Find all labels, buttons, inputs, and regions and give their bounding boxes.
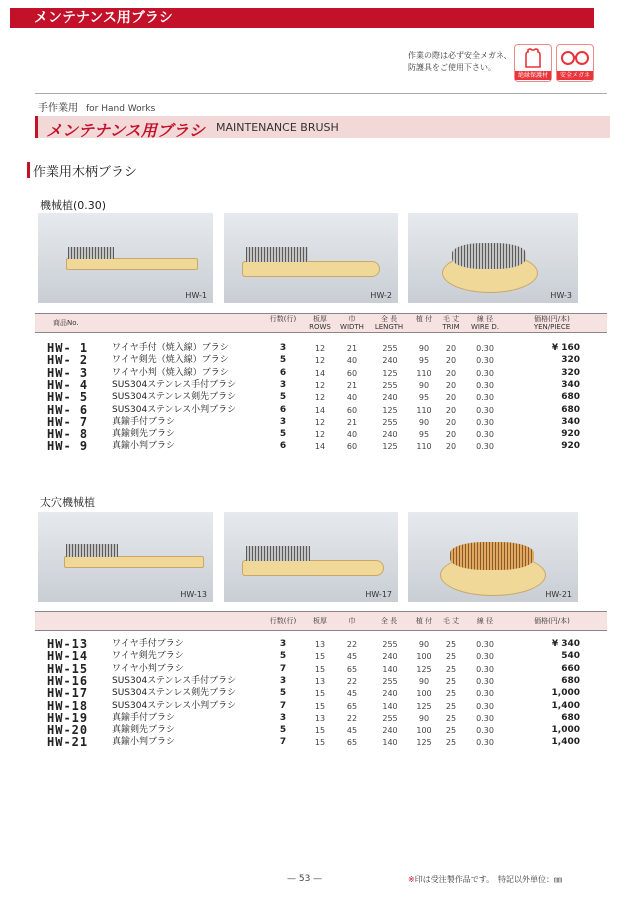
item-price: 1,000 (551, 725, 580, 736)
item-board: 15 (314, 738, 326, 748)
product-photo-hw21 (408, 512, 578, 602)
table-row (35, 663, 607, 676)
made-to-order-mark: ※ (408, 875, 415, 884)
item-wire: 0.30 (476, 393, 494, 403)
page-number: — 53 — (287, 874, 323, 884)
item-height: 90 (418, 417, 430, 427)
item-code: HW-20 (47, 723, 89, 738)
item-rows: 6 (279, 367, 287, 378)
item-wire: 0.30 (476, 344, 494, 353)
col-board: 板厚 (313, 617, 327, 625)
item-name: 真鍮手付ブラシ (112, 712, 176, 723)
item-length: 240 (382, 430, 398, 440)
item-height: 90 (418, 640, 430, 649)
table-row (35, 354, 607, 367)
badge1-caption: 絶縁保護材 (515, 71, 551, 80)
item-length: 140 (382, 738, 398, 748)
item-rows: 3 (279, 343, 287, 353)
product-photo-hw3 (408, 213, 578, 303)
group2-heading: 太穴機械植 (40, 496, 95, 509)
product-photo-hw2 (224, 213, 398, 303)
item-trim: 25 (445, 726, 457, 736)
item-height: 90 (418, 344, 430, 353)
item-height: 100 (416, 652, 432, 662)
item-length: 240 (382, 726, 398, 736)
photo-label: HW-17 (365, 590, 392, 599)
item-height: 95 (418, 356, 430, 366)
item-code: HW- 9 (47, 439, 89, 454)
footer-note (408, 874, 562, 885)
item-name: SUS304ステンレス小判ブラシ (112, 700, 237, 711)
item-board: 15 (314, 652, 326, 662)
item-length: 255 (382, 713, 398, 723)
item-wire: 0.30 (476, 417, 494, 427)
table2-header (35, 611, 607, 631)
item-board: 12 (314, 430, 326, 440)
item-board: 15 (314, 664, 326, 674)
item-board: 15 (314, 726, 326, 736)
product-photo-hw13 (38, 512, 213, 602)
photo-label: HW-1 (185, 291, 207, 300)
item-board: 15 (314, 701, 326, 711)
table-row (35, 391, 607, 404)
table-row (35, 342, 607, 355)
item-board: 14 (314, 405, 326, 415)
item-trim: 25 (445, 738, 457, 748)
item-code: HW- 8 (47, 427, 89, 442)
item-width: 45 (346, 689, 358, 699)
item-board: 12 (314, 417, 326, 427)
item-name: SUS304ステンレス剣先ブラシ (112, 688, 237, 699)
kicker-jp: 手作業用 (38, 103, 78, 114)
item-name: ワイヤ剣先（焼入線）ブラシ (112, 355, 229, 366)
item-board: 14 (314, 442, 326, 452)
item-width: 21 (346, 344, 358, 353)
product-photo-hw17 (224, 512, 398, 602)
item-width: 45 (346, 652, 358, 662)
page-title (35, 116, 610, 138)
item-price: 920 (561, 429, 580, 440)
item-width: 65 (346, 701, 358, 711)
item-width: 60 (346, 405, 358, 415)
item-length: 240 (382, 356, 398, 366)
item-trim: 25 (445, 664, 457, 674)
table-row (35, 700, 607, 713)
col-width: 巾 (348, 617, 356, 625)
table-row (35, 367, 607, 380)
item-width: 22 (346, 640, 358, 649)
item-height: 125 (416, 738, 432, 748)
section-heading: 作業用木柄ブラシ (33, 161, 137, 180)
item-price: ¥ 160 (551, 343, 580, 353)
item-wire: 0.30 (476, 652, 494, 662)
item-trim: 25 (445, 689, 457, 699)
table-row (35, 712, 607, 725)
item-width: 45 (346, 726, 358, 736)
item-rows: 6 (279, 441, 287, 452)
item-name: 真鍮剣先ブラシ (112, 429, 176, 440)
item-name: SUS304ステンレス手付ブラシ (112, 675, 237, 686)
item-wire: 0.30 (476, 640, 494, 649)
kicker (38, 99, 155, 114)
item-rows: 7 (279, 737, 287, 748)
item-height: 125 (416, 664, 432, 674)
table-row (35, 416, 607, 429)
item-code: HW- 4 (47, 377, 89, 392)
item-length: 240 (382, 652, 398, 662)
photo-label: HW-13 (180, 590, 207, 599)
item-trim: 25 (445, 640, 457, 649)
item-price: 660 (561, 663, 580, 674)
safety-note-line1: 作業の際は必ず安全メガネ、 (408, 51, 512, 60)
col-price: 価格(円/本) YEN/PIECE (533, 315, 571, 331)
item-rows: 5 (279, 355, 287, 366)
item-wire: 0.30 (476, 701, 494, 711)
item-width: 65 (346, 664, 358, 674)
item-board: 13 (314, 713, 326, 723)
item-code: HW- 7 (47, 414, 89, 429)
item-height: 95 (418, 430, 430, 440)
item-code: HW-14 (47, 649, 89, 664)
item-height: 90 (418, 380, 430, 390)
item-wire: 0.30 (476, 676, 494, 686)
table-row (35, 687, 607, 700)
item-trim: 25 (445, 713, 457, 723)
item-name: SUS304ステンレス小判ブラシ (112, 404, 237, 415)
item-trim: 25 (445, 701, 457, 711)
item-rows: 7 (279, 700, 287, 711)
item-code: HW-21 (47, 735, 89, 750)
item-board: 12 (314, 393, 326, 403)
col-wire: 線 径 (476, 617, 494, 625)
item-rows: 3 (279, 416, 287, 427)
safety-note-line2: 防護具をご使用下さい。 (408, 63, 496, 72)
item-board: 15 (314, 689, 326, 699)
item-rows: 5 (279, 688, 287, 699)
item-code: HW-17 (47, 686, 89, 701)
table-row (35, 736, 607, 749)
item-rows: 5 (279, 651, 287, 662)
item-wire: 0.30 (476, 405, 494, 415)
item-code: HW- 1 (47, 341, 89, 355)
item-name: 真鍮小判ブラシ (112, 737, 176, 748)
item-length: 125 (382, 405, 398, 415)
item-rows: 7 (279, 663, 287, 674)
item-board: 12 (314, 344, 326, 353)
item-name: 真鍮小判ブラシ (112, 441, 176, 452)
item-trim: 20 (445, 417, 457, 427)
photo-label: HW-3 (550, 291, 572, 300)
table-row (35, 428, 607, 441)
item-price: 340 (561, 379, 580, 390)
item-rows: 6 (279, 404, 287, 415)
item-price: 1,400 (551, 700, 580, 711)
item-height: 100 (416, 726, 432, 736)
item-height: 95 (418, 393, 430, 403)
item-name: SUS304ステンレス剣先ブラシ (112, 392, 237, 403)
item-height: 90 (418, 713, 430, 723)
col-height: 植 付 (415, 315, 433, 323)
item-width: 22 (346, 676, 358, 686)
col-trim: 毛 丈 TRIM (442, 315, 460, 331)
item-name: 真鍮手付ブラシ (112, 416, 176, 427)
item-trim: 25 (445, 652, 457, 662)
item-rows: 3 (279, 639, 287, 649)
item-code: HW-18 (47, 698, 89, 713)
item-width: 65 (346, 738, 358, 748)
item-price: 1,400 (551, 737, 580, 748)
item-length: 255 (382, 417, 398, 427)
item-board: 13 (314, 676, 326, 686)
item-wire: 0.30 (476, 713, 494, 723)
item-price: 680 (561, 712, 580, 723)
item-name: SUS304ステンレス手付ブラシ (112, 379, 237, 390)
col-height: 植 付 (415, 617, 433, 625)
photo-label: HW-21 (545, 590, 572, 599)
item-length: 255 (382, 380, 398, 390)
item-length: 255 (382, 640, 398, 649)
col-rows: 行数(行) (269, 315, 297, 323)
item-trim: 20 (445, 405, 457, 415)
item-length: 255 (382, 676, 398, 686)
header-title: メンテナンス用ブラシ (34, 10, 173, 26)
item-trim: 20 (445, 430, 457, 440)
item-trim: 20 (445, 442, 457, 452)
item-rows: 3 (279, 712, 287, 723)
item-length: 240 (382, 393, 398, 403)
item-code: HW- 5 (47, 390, 89, 405)
item-price: 320 (561, 367, 580, 378)
item-board: 14 (314, 368, 326, 378)
col-width: 巾 WIDTH (340, 315, 364, 331)
item-trim: 25 (445, 676, 457, 686)
item-wire: 0.30 (476, 689, 494, 699)
table-row (35, 638, 607, 651)
page-title-jp: メンテナンス用ブラシ (46, 121, 205, 140)
item-code: HW-16 (47, 673, 89, 688)
col-rows: 行数(行) (269, 617, 297, 625)
item-height: 110 (416, 368, 432, 378)
item-trim: 20 (445, 344, 457, 353)
item-width: 40 (346, 393, 358, 403)
item-name: ワイヤ小判（焼入線）ブラシ (112, 367, 229, 378)
item-width: 22 (346, 713, 358, 723)
table-row (35, 404, 607, 417)
col-code: 商品No. (53, 319, 79, 327)
item-wire: 0.30 (476, 368, 494, 378)
col-wire: 線 径 WIRE D. (470, 315, 500, 331)
item-length: 125 (382, 368, 398, 378)
safety-glasses-icon (556, 44, 594, 82)
item-wire: 0.30 (476, 664, 494, 674)
item-code: HW- 6 (47, 402, 89, 417)
item-price: 320 (561, 355, 580, 366)
item-rows: 5 (279, 429, 287, 440)
item-price: 920 (561, 441, 580, 452)
item-board: 12 (314, 356, 326, 366)
item-board: 12 (314, 380, 326, 390)
item-wire: 0.30 (476, 738, 494, 748)
item-price: ¥ 340 (551, 639, 580, 649)
item-length: 140 (382, 664, 398, 674)
item-trim: 20 (445, 393, 457, 403)
item-code: HW- 2 (47, 353, 89, 368)
product-photo-hw1 (38, 213, 213, 303)
item-wire: 0.30 (476, 380, 494, 390)
item-trim: 20 (445, 356, 457, 366)
item-wire: 0.30 (476, 442, 494, 452)
badge2-caption: 安全メガネ (557, 71, 593, 80)
item-height: 125 (416, 701, 432, 711)
table-row (35, 650, 607, 663)
item-height: 90 (418, 676, 430, 686)
item-price: 540 (561, 651, 580, 662)
item-name: 真鍮剣先ブラシ (112, 725, 176, 736)
item-name: ワイヤ小判ブラシ (112, 663, 184, 674)
item-trim: 20 (445, 368, 457, 378)
table-row (35, 724, 607, 737)
item-width: 21 (346, 417, 358, 427)
item-rows: 5 (279, 725, 287, 736)
col-length: 全 長 LENGTH (374, 315, 404, 331)
item-width: 60 (346, 442, 358, 452)
item-name: ワイヤ剣先ブラシ (112, 651, 184, 662)
item-rows: 3 (279, 675, 287, 686)
item-length: 140 (382, 701, 398, 711)
item-height: 110 (416, 442, 432, 452)
item-board: 13 (314, 640, 326, 649)
item-height: 100 (416, 689, 432, 699)
item-width: 40 (346, 356, 358, 366)
divider (35, 93, 607, 94)
page-title-en: MAINTENANCE BRUSH (216, 121, 339, 134)
table1-header (35, 313, 607, 333)
item-code: HW-13 (47, 637, 89, 651)
kicker-en: for Hand Works (86, 104, 156, 114)
item-length: 240 (382, 689, 398, 699)
item-code: HW- 3 (47, 365, 89, 380)
item-rows: 5 (279, 392, 287, 403)
item-price: 680 (561, 392, 580, 403)
item-price: 1,000 (551, 688, 580, 699)
item-code: HW-15 (47, 661, 89, 676)
photo-label: HW-2 (370, 291, 392, 300)
insulation-glove-icon (514, 44, 552, 82)
item-length: 125 (382, 442, 398, 452)
table-row (35, 675, 607, 688)
item-name: ワイヤ手付ブラシ (112, 639, 184, 649)
table-row (35, 379, 607, 392)
item-price: 340 (561, 416, 580, 427)
group1-heading: 機械植(0.30) (40, 199, 107, 212)
item-price: 680 (561, 675, 580, 686)
item-price: 680 (561, 404, 580, 415)
footer-note-text: 印は受注製作品です。 特記以外単位：㎜ (414, 875, 563, 884)
item-wire: 0.30 (476, 356, 494, 366)
item-height: 110 (416, 405, 432, 415)
item-trim: 20 (445, 380, 457, 390)
item-width: 40 (346, 430, 358, 440)
item-code: HW-19 (47, 710, 89, 725)
item-width: 60 (346, 368, 358, 378)
col-board: 板厚 ROWS (309, 315, 331, 331)
item-length: 255 (382, 344, 398, 353)
item-rows: 3 (279, 379, 287, 390)
safety-note (408, 50, 512, 74)
col-price: 価格(円/本) (534, 617, 570, 625)
col-length: 全 長 (380, 617, 398, 625)
table-row (35, 440, 607, 453)
item-width: 21 (346, 380, 358, 390)
item-wire: 0.30 (476, 726, 494, 736)
col-trim: 毛 丈 (442, 617, 460, 625)
item-wire: 0.30 (476, 430, 494, 440)
item-name: ワイヤ手付（焼入線）ブラシ (112, 343, 229, 353)
